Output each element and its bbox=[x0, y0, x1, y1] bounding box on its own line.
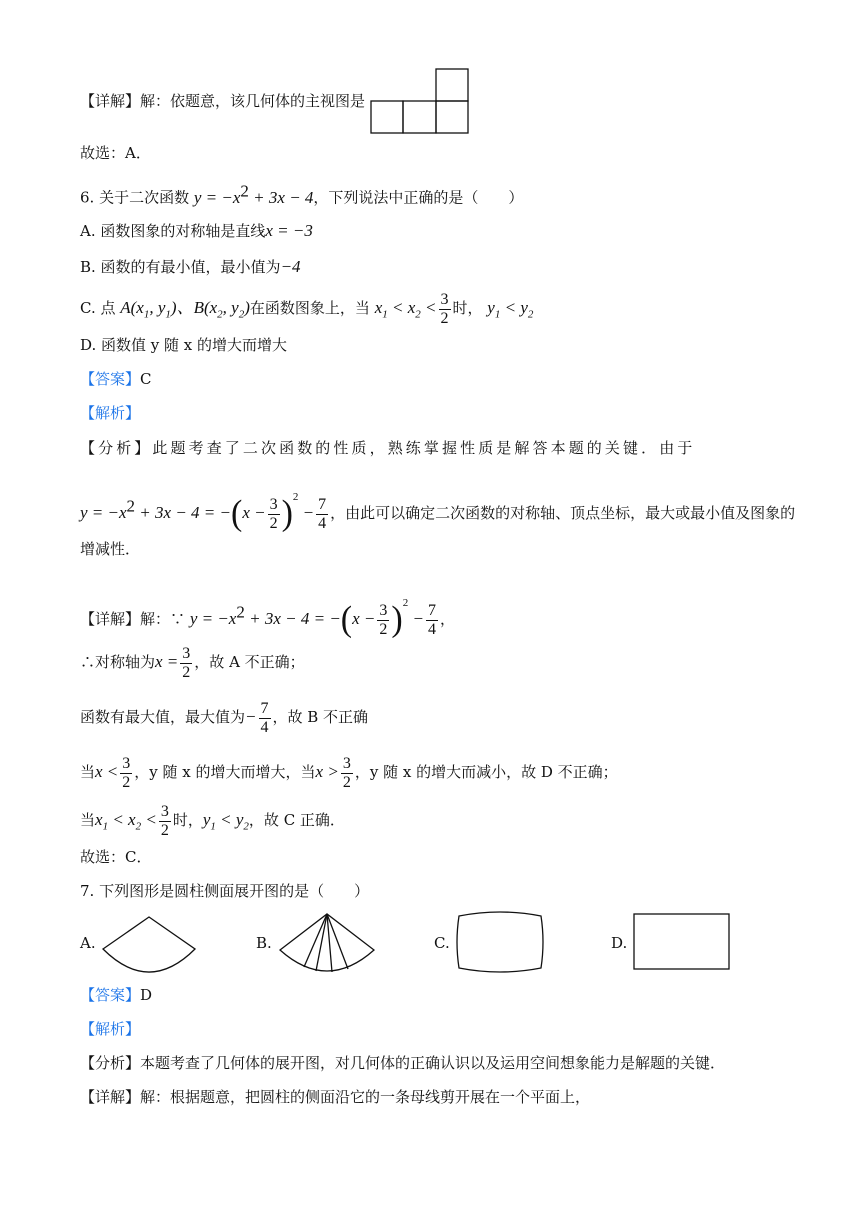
q6-option-c-mid: 在函数图象上，当 bbox=[249, 299, 370, 317]
q6-analysis-tag: 【解析】 bbox=[80, 404, 141, 422]
left-paren: ( bbox=[230, 494, 243, 533]
square-exp: 2 bbox=[402, 597, 409, 609]
x-minus: x − bbox=[352, 609, 376, 628]
x-lt: x < bbox=[95, 762, 119, 781]
minus: − bbox=[245, 707, 257, 726]
q5-detail-line bbox=[80, 90, 365, 112]
q6-fenxi-1 bbox=[80, 437, 695, 459]
x-gt: x > bbox=[315, 762, 339, 781]
barrel-figure-c bbox=[455, 910, 545, 974]
detail-tag: 【详解】 bbox=[80, 1088, 141, 1106]
q6-stem-suffix: ，下列说法中正确的是（ ） bbox=[313, 188, 524, 207]
q7-fenxi-text: 本题考查了几何体的展开图，对几何体的正确认识以及运用空间想象能力是解题的关键． bbox=[140, 1054, 726, 1072]
left-paren: ( bbox=[340, 600, 353, 639]
q6-option-c-prefix: C. 点 bbox=[80, 299, 116, 317]
fraction-3-2: $\frac{3}{2}$ bbox=[160, 802, 169, 839]
fraction-7-4: $\frac{7}{4}$ bbox=[260, 699, 269, 736]
q6-answer bbox=[80, 368, 152, 390]
minus: − bbox=[298, 503, 315, 522]
q6-fenxi-2-text: ，由此可以确定二次函数的对称轴、顶点坐标，最大或最小值及图象的 bbox=[330, 504, 796, 522]
q7-detail-text: 解：根据题意，把圆柱的侧面沿它的一条母线剪开展在一个平面上， bbox=[140, 1088, 591, 1106]
q6-detail-2 bbox=[80, 640, 305, 684]
fraction-3-2: $\frac{3}{2}$ bbox=[269, 495, 278, 532]
q6-detail-5-c: ，故 C 正确． bbox=[248, 811, 345, 829]
sector-figure-b bbox=[276, 912, 378, 976]
q6-detail-2-suffix: ，故 A 不正确； bbox=[194, 653, 305, 671]
q6-detail-3-prefix: 函数有最大值，最大值为 bbox=[80, 708, 246, 726]
q6-option-a bbox=[80, 220, 313, 242]
q7-option-c-label: C. bbox=[434, 934, 450, 952]
q6-detail-4-c: ，y 随 x 的增大而减小，故 D 不正确； bbox=[354, 763, 618, 781]
q7-stem: 7. 下列图形是圆柱侧面展开图的是（ ） bbox=[80, 882, 370, 900]
q7-option-a-label: A. bbox=[80, 934, 96, 952]
q6-option-b-text: B. 函数的有最小值，最小值为 bbox=[80, 258, 281, 276]
detail-tag: 【详解】 bbox=[80, 92, 141, 110]
q6-detail-4 bbox=[80, 750, 618, 794]
fraction-7-4: $\frac{7}{4}$ bbox=[318, 495, 327, 532]
q6-detail-3-suffix: ，故 B 不正确 bbox=[272, 708, 369, 726]
q7-fenxi bbox=[80, 1052, 725, 1074]
q5-detail-text: 解：依题意，该几何体的主视图是 bbox=[140, 92, 366, 110]
q6-detail-4-b: ，y 随 x 的增大而增大，当 bbox=[134, 763, 316, 781]
fraction-3-2: $\frac{3}{2}$ bbox=[182, 644, 191, 681]
q7-answer bbox=[80, 984, 152, 1006]
q5-choice: 故选：A． bbox=[80, 144, 151, 162]
q6-stem bbox=[80, 180, 523, 209]
fenxi-tag: 【分析】 bbox=[80, 439, 153, 457]
right-paren: ) bbox=[391, 600, 403, 639]
q6-choice: 故选：C． bbox=[80, 848, 152, 866]
q6-detail-3 bbox=[80, 695, 368, 739]
q7-analysis-tag: 【解析】 bbox=[80, 1020, 141, 1038]
fraction-3-2: $\frac{3}{2}$ bbox=[342, 754, 351, 791]
q6-fenxi-2 bbox=[80, 472, 795, 539]
q6-detail-1: 【详解】解：∵ $y = -x^2 + 3x - 4 = -(x$ − $\frac{3}{2}$ )$^2$ − $\frac{7}{4}$ ， bbox=[80, 580, 455, 643]
fraction-3-2: $\frac{3}{2}$ bbox=[379, 601, 388, 638]
q7-option-b-label: B. bbox=[256, 934, 272, 952]
y-ineq: $y_1 < y_2$ bbox=[202, 810, 249, 833]
q7-option-d-label: D. bbox=[611, 934, 628, 952]
fraction-7-4: $\frac{7}{4}$ bbox=[427, 601, 436, 638]
point-a: $A(x_1$, $y_1$)、$B(x_2$, $y_2$) bbox=[120, 298, 250, 321]
detail-tag: 【详解】 bbox=[80, 610, 141, 628]
q6-option-b-val: −4 bbox=[280, 257, 301, 276]
square-exp: 2 bbox=[292, 491, 299, 503]
q6-option-c-ineq: $x_1 < x_2$ < bbox=[374, 298, 437, 321]
right-paren: ) bbox=[281, 494, 293, 533]
q7-detail bbox=[80, 1086, 590, 1108]
vertex-form: $y = -x^2 + 3x - 4$ = − bbox=[80, 496, 231, 522]
minus: − bbox=[408, 609, 424, 628]
q6-detail-4-a: 当 bbox=[80, 763, 96, 781]
q6-stem-prefix: 6. 关于二次函数 bbox=[80, 188, 190, 207]
q6-detail-5 bbox=[80, 798, 345, 848]
q6-option-b bbox=[80, 256, 301, 278]
q6-function: $y = -x^2 + 3x - 4$ bbox=[193, 181, 314, 207]
q6-option-c-time: 时， bbox=[452, 299, 483, 317]
sector-figure-a bbox=[98, 915, 200, 979]
fenxi-tag: 【分析】 bbox=[80, 1054, 141, 1072]
q6-answer-value: C bbox=[140, 370, 152, 388]
q6-option-c bbox=[80, 290, 533, 332]
q6-option-a-text: A. 函数图象的对称轴是直线 bbox=[80, 222, 266, 240]
q6-detail-5-b: 时， bbox=[172, 811, 203, 829]
q6-detail-5-a: 当 bbox=[80, 811, 96, 829]
axis-eq: x = bbox=[155, 652, 179, 671]
answer-tag: 【答案】 bbox=[80, 986, 141, 1004]
q6-option-a-eq: x = −3 bbox=[265, 221, 313, 240]
front-view-figure bbox=[370, 68, 470, 134]
q6-detail-1-text: 解：∵ bbox=[140, 610, 186, 628]
q6-fenxi-3: 增减性． bbox=[80, 540, 141, 558]
q6-option-c-result: $y_1 < y_2$ bbox=[487, 298, 534, 321]
fraction-3-2: $\frac{3}{2}$ bbox=[122, 754, 131, 791]
vertex-form: $y = -x^2 + 3x - 4$ = − bbox=[189, 602, 341, 628]
q6-option-d: D. 函数值 y 随 x 的增大而增大 bbox=[80, 336, 288, 354]
q6-fenxi-1-text: 此题考查了二次函数的性质，熟练掌握性质是解答本题的关键．由于 bbox=[152, 439, 696, 457]
answer-tag: 【答案】 bbox=[80, 370, 141, 388]
x-ineq: $x_1 < x_2$ < bbox=[95, 810, 157, 833]
x-minus: x − bbox=[242, 503, 266, 522]
q7-answer-value: D bbox=[140, 986, 153, 1004]
rectangle-figure-d bbox=[633, 913, 731, 971]
fraction-3-2: $\frac{3}{2}$ bbox=[440, 290, 449, 327]
q6-detail-2-prefix: ∴对称轴为 bbox=[80, 653, 156, 671]
